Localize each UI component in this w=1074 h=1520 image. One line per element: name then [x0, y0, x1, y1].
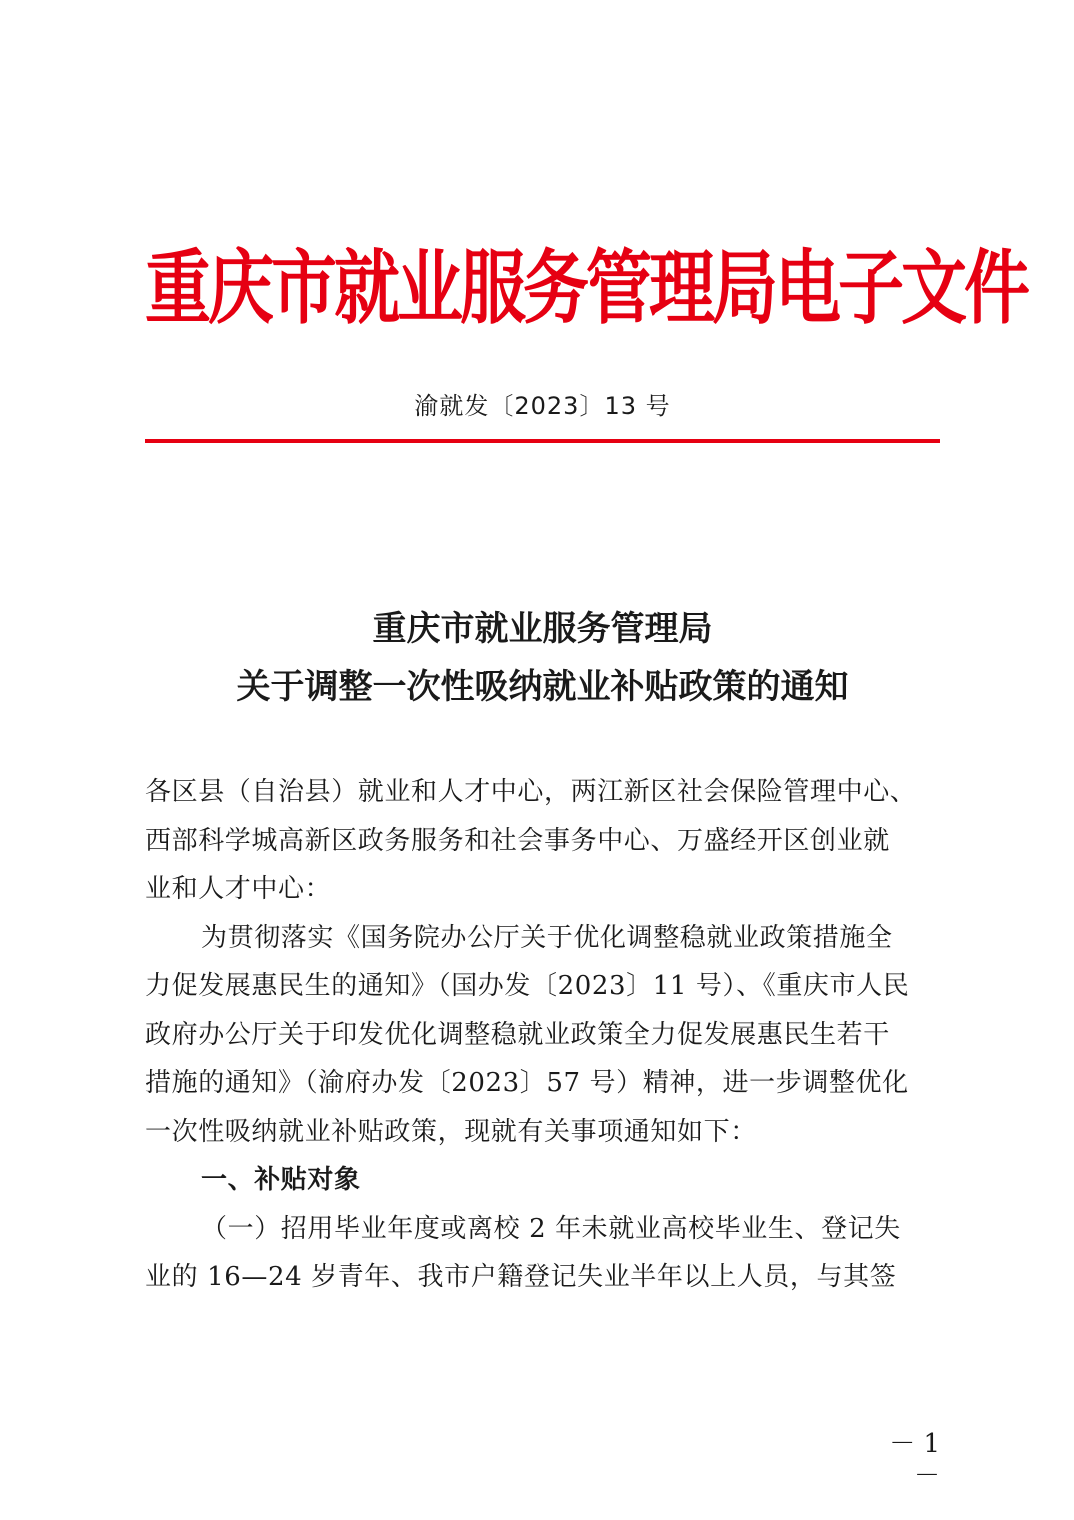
intro-paragraph-line: 为贯彻落实《国务院办公厅关于优化调整稳就业政策措施全 — [201, 922, 893, 953]
document-number: 渝就发〔2023〕13 号 — [414, 392, 671, 420]
notice-body — [145, 768, 945, 1302]
intro-paragraph-line: 政府办公厅关于印发优化调整稳就业政策全力促发展惠民生若干 — [145, 1019, 890, 1050]
intro-paragraph-line: 一次性吸纳就业补贴政策，现就有关事项通知如下： — [145, 1116, 757, 1147]
notice-title — [145, 600, 940, 716]
masthead-title: 重庆市就业服务管理局电子文件 — [145, 241, 1027, 336]
red-divider-line — [145, 439, 940, 443]
addressee-line: 各区县（自治县）就业和人才中心，两江新区社会保险管理中心、 — [145, 777, 917, 807]
addressee-line: 西部科学城高新区政务服务和社会事务中心、万盛经开区创业就 — [145, 825, 890, 856]
notice-title-line-1: 重庆市就业服务管理局 — [372, 609, 713, 649]
addressee-line: 业和人才中心： — [145, 874, 332, 904]
item-paragraph-line: （一）招用毕业年度或离校 2 年未就业高校毕业生、登记失 — [201, 1213, 901, 1244]
notice-title-line-2: 关于调整一次性吸纳就业补贴政策的通知 — [236, 667, 849, 707]
intro-paragraph-line: 措施的通知》（渝府办发〔2023〕57 号）精神，进一步调整优化 — [145, 1068, 909, 1098]
item-paragraph-line: 业的 16—24 岁青年、我市户籍登记失业半年以上人员，与其签 — [145, 1262, 897, 1292]
section-heading: 一、补贴对象 — [201, 1165, 361, 1195]
intro-paragraph-line: 力促发展惠民生的通知》（国办发〔2023〕11 号）、《重庆市人民 — [145, 971, 910, 1001]
page-number: － 1 － — [889, 1429, 940, 1491]
